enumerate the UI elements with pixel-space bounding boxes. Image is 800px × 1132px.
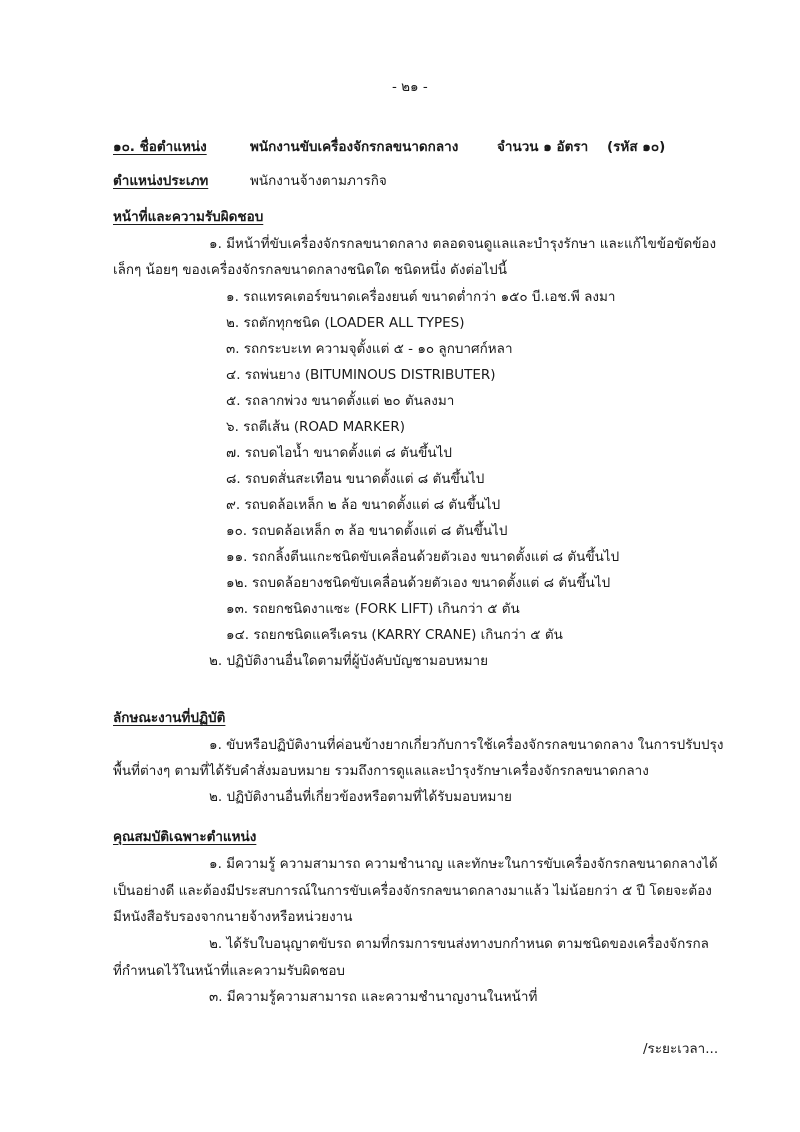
- position-label: ๑๐. ชื่อตำแหน่ง: [113, 139, 207, 155]
- machine-item: ๑๐. รถบดล้อเหล็ก ๓ ล้อ ขนาดตั้งแต่ ๘ ตันขึ้นไป: [226, 523, 508, 539]
- machine-item: ๑๓. รถยกชนิดงาแซะ (FORK LIFT) เกินกว่า ๕ ตัน: [226, 601, 520, 617]
- machine-item: ๓. รถกระบะเท ความจุตั้งแต่ ๕ - ๑๐ ลูกบาศก์หลา: [226, 341, 513, 357]
- continued-note: /ระยะเวลา...: [643, 1041, 719, 1057]
- position-type-label: ตำแหน่งประเภท: [113, 173, 209, 189]
- work-nature-item1-line1: ๑. ขับหรือปฏิบัติงานที่ค่อนข้างยากเกี่ยวกับการใช้เครื่องจักรกลขนาดกลาง ในการปรับปรุง: [209, 737, 724, 753]
- machine-item: ๔. รถพ่นยาง (BITUMINOUS DISTRIBUTER): [226, 367, 496, 383]
- machine-item: ๒. รถตักทุกชนิด (LOADER ALL TYPES): [226, 315, 465, 331]
- work-nature-item1-line2: พื้นที่ต่างๆ ตามที่ได้รับคำสั่งมอบหมาย รวมถึงการดูแลและบำรุงรักษาเครื่องจักรกลขนาดกลาง: [113, 763, 649, 779]
- qualifications-item1-line3: มีหนังสือรับรองจากนายจ้างหรือหน่วยงาน: [113, 909, 353, 925]
- qualifications-item2-line2: ที่กำหนดไว้ในหน้าที่และความรับผิดชอบ: [113, 963, 345, 979]
- machine-item: ๑๒. รถบดล้อยางชนิดขับเคลื่อนด้วยตัวเอง ขนาดตั้งแต่ ๘ ตันขึ้นไป: [226, 575, 611, 591]
- machine-item: ๙. รถบดล้อเหล็ก ๒ ล้อ ขนาดตั้งแต่ ๘ ตันขึ้นไป: [226, 497, 501, 513]
- position-title: พนักงานขับเครื่องจักรกลขนาดกลาง: [250, 139, 459, 155]
- position-type-value: พนักงานจ้างตามภารกิจ: [250, 173, 387, 189]
- qualifications-item3: ๓. มีความรู้ความสามารถ และความชำนาญงานในหน้าที่: [209, 989, 538, 1005]
- work-nature-heading: ลักษณะงานที่ปฏิบัติ: [113, 710, 226, 726]
- position-code: (รหัส ๑๐): [607, 139, 666, 155]
- duties-heading: หน้าที่และความรับผิดชอบ: [113, 209, 264, 225]
- machine-item: ๑๔. รถยกชนิดแครีเครน (KARRY CRANE) เกินกว่า ๕ ตัน: [226, 627, 563, 643]
- qualifications-heading: คุณสมบัติเฉพาะตำแหน่ง: [113, 829, 257, 845]
- machine-item: ๕. รถลากพ่วง ขนาดตั้งแต่ ๒๐ ตันลงมา: [226, 393, 455, 409]
- duties-item2: ๒. ปฏิบัติงานอื่นใดตามที่ผู้บังคับบัญชามอบหมาย: [209, 653, 489, 669]
- qualifications-item1-line1: ๑. มีความรู้ ความสามารถ ความชำนาญ และทักษะในการขับเครื่องจักรกลขนาดกลางได้: [209, 856, 718, 872]
- machine-item: ๖. รถตีเส้น (ROAD MARKER): [226, 419, 405, 435]
- machine-item: ๗. รถบดไอน้ำ ขนาดตั้งแต่ ๘ ตันขึ้นไป: [226, 445, 452, 461]
- position-quota: จำนวน ๑ อัตรา: [497, 139, 589, 155]
- machine-item: ๑๑. รถกลิ้งตีนแกะชนิดขับเคลื่อนด้วยตัวเอง ขนาดตั้งแต่ ๘ ตันขึ้นไป: [226, 549, 620, 565]
- qualifications-item1-line2: เป็นอย่างดี และต้องมีประสบการณ์ในการขับเครื่องจักรกลขนาดกลางมาแล้ว ไม่น้อยกว่า ๕ ปี โดยจะต้อง: [113, 883, 712, 899]
- machine-item: ๘. รถบดสั่นสะเทือน ขนาดตั้งแต่ ๘ ตันขึ้นไป: [226, 471, 485, 487]
- machine-item: ๑. รถแทรคเตอร์ขนาดเครื่องยนต์ ขนาดต่ำกว่า ๑๕๐ บี.เอช.พี ลงมา: [226, 289, 616, 305]
- duties-item1-line1: ๑. มีหน้าที่ขับเครื่องจักรกลขนาดกลาง ตลอดจนดูแลและบำรุงรักษา และแก้ไขข้อขัดข้อง: [209, 236, 717, 252]
- work-nature-item2: ๒. ปฏิบัติงานอื่นที่เกี่ยวข้องหรือตามที่ได้รับมอบหมาย: [209, 789, 512, 805]
- qualifications-item2-line1: ๒. ได้รับใบอนุญาตขับรถ ตามที่กรมการขนส่งทางบกกำหนด ตามชนิดของเครื่องจักรกล: [209, 936, 709, 952]
- page-number: - ๒๑ -: [392, 79, 428, 95]
- duties-item1-line2: เล็กๆ น้อยๆ ของเครื่องจักรกลขนาดกลางชนิดใด ชนิดหนึ่ง ดังต่อไปนี้: [113, 262, 507, 278]
